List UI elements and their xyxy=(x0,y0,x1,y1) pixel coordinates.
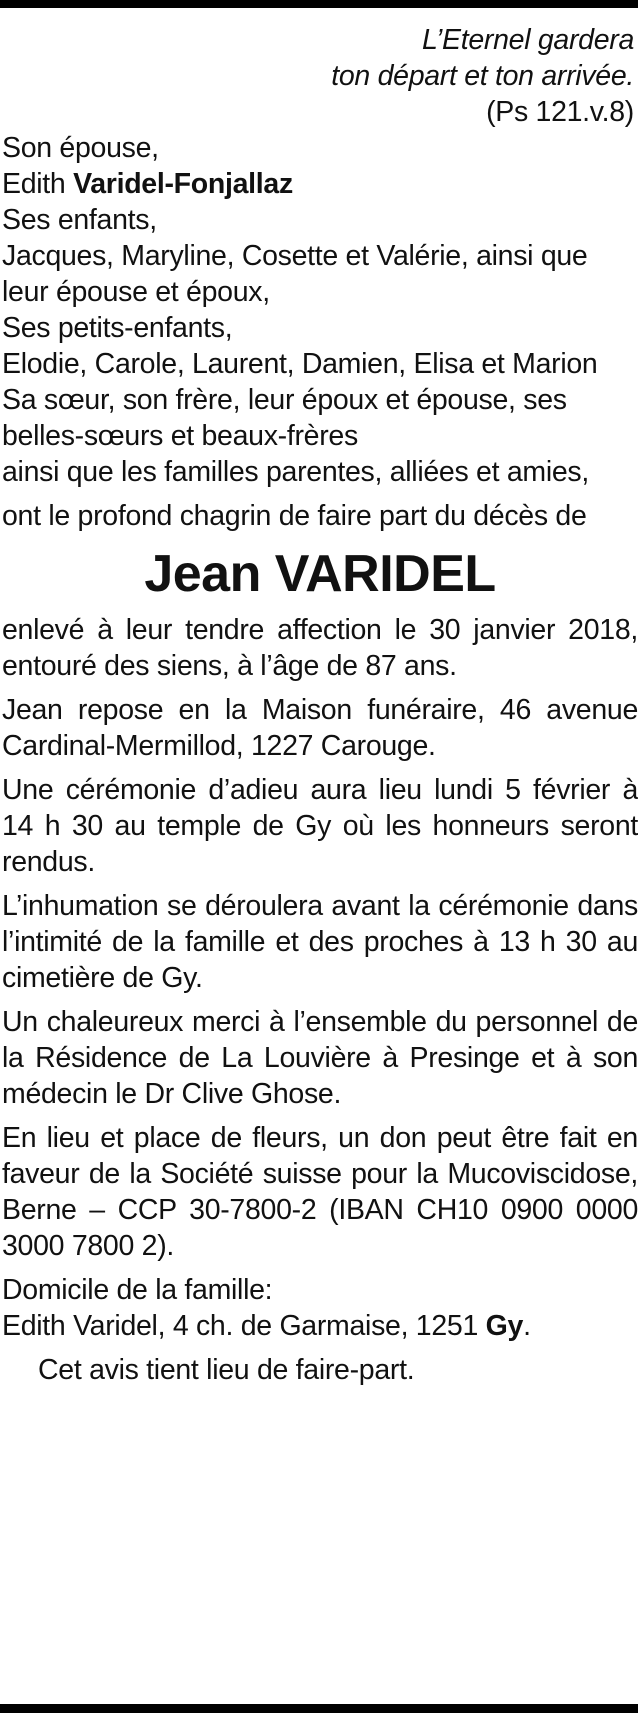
epigraph-line-1: L’Eternel gardera xyxy=(422,24,634,56)
relatives-line: ainsi que les familles parentes, alliées et amies, xyxy=(2,456,589,488)
announcement: ont le profond chagrin de faire part du décès de xyxy=(2,500,587,532)
grandchildren-intro: Ses petits-enfants, xyxy=(2,312,233,344)
spouse-intro: Son épouse, xyxy=(2,132,159,164)
siblings-line: Sa sœur, son frère, leur époux et épouse, ses belles-sœurs et beaux-frères xyxy=(2,384,567,452)
spouse-name xyxy=(2,166,638,202)
donation-paragraph: En lieu et place de fleurs, un don peut être fait en faveur de la Société suisse pour la Mucoviscidose, Berne – CCP 30-7800-2 (IBAN CH10 0900 0000 3000 7800 2). xyxy=(2,1122,638,1262)
closing-note: Cet avis tient lieu de faire-part. xyxy=(38,1354,415,1386)
top-border-rule xyxy=(0,0,638,8)
domicile-label: Domicile de la famille: xyxy=(2,1274,273,1306)
bottom-border-rule xyxy=(0,1704,638,1713)
epigraph xyxy=(2,22,634,130)
repose-paragraph: Jean repose en la Maison funéraire, 46 avenue Cardinal-Mermillod, 1227 Carouge. xyxy=(2,694,638,762)
epigraph-reference: (Ps 121.v.8) xyxy=(486,96,634,128)
family-list xyxy=(2,130,638,490)
death-paragraph: enlevé à leur tendre affection le 30 janvier 2018, entouré des siens, à l’âge de 87 ans. xyxy=(2,614,638,682)
domicile-address xyxy=(2,1308,638,1344)
grandchildren-names: Elodie, Carole, Laurent, Damien, Elisa et Marion xyxy=(2,348,598,380)
domicile-street: Edith Varidel, 4 ch. de Garmaise, 1251 xyxy=(2,1310,486,1342)
spouse-last-name: Varidel-Fonjallaz xyxy=(73,168,293,200)
children-names: Jacques, Maryline, Cosette et Valérie, ainsi que leur épouse et époux, xyxy=(2,240,588,308)
obituary-notice xyxy=(2,22,638,1388)
deceased-name: Jean VARIDEL xyxy=(144,545,496,603)
epigraph-line-2: ton départ et ton arrivée. xyxy=(331,60,634,92)
notice-body xyxy=(2,498,638,1388)
spouse-first-name: Edith xyxy=(2,168,74,200)
domicile-town: Gy xyxy=(485,1310,524,1342)
burial-paragraph: L’inhumation se déroulera avant la cérémonie dans l’intimité de la famille et des proches à 13 h 30 au cimetière de Gy. xyxy=(2,890,638,994)
domicile-period: . xyxy=(523,1310,531,1342)
thanks-paragraph: Un chaleureux merci à l’ensemble du personnel de la Résidence de La Louvière à Presinge et à son médecin le Dr Clive Ghose. xyxy=(2,1006,638,1110)
children-intro: Ses enfants, xyxy=(2,204,157,236)
ceremony-paragraph: Une cérémonie d’adieu aura lieu lundi 5 février à 14 h 30 au temple de Gy où les honneurs seront rendus. xyxy=(2,774,638,878)
